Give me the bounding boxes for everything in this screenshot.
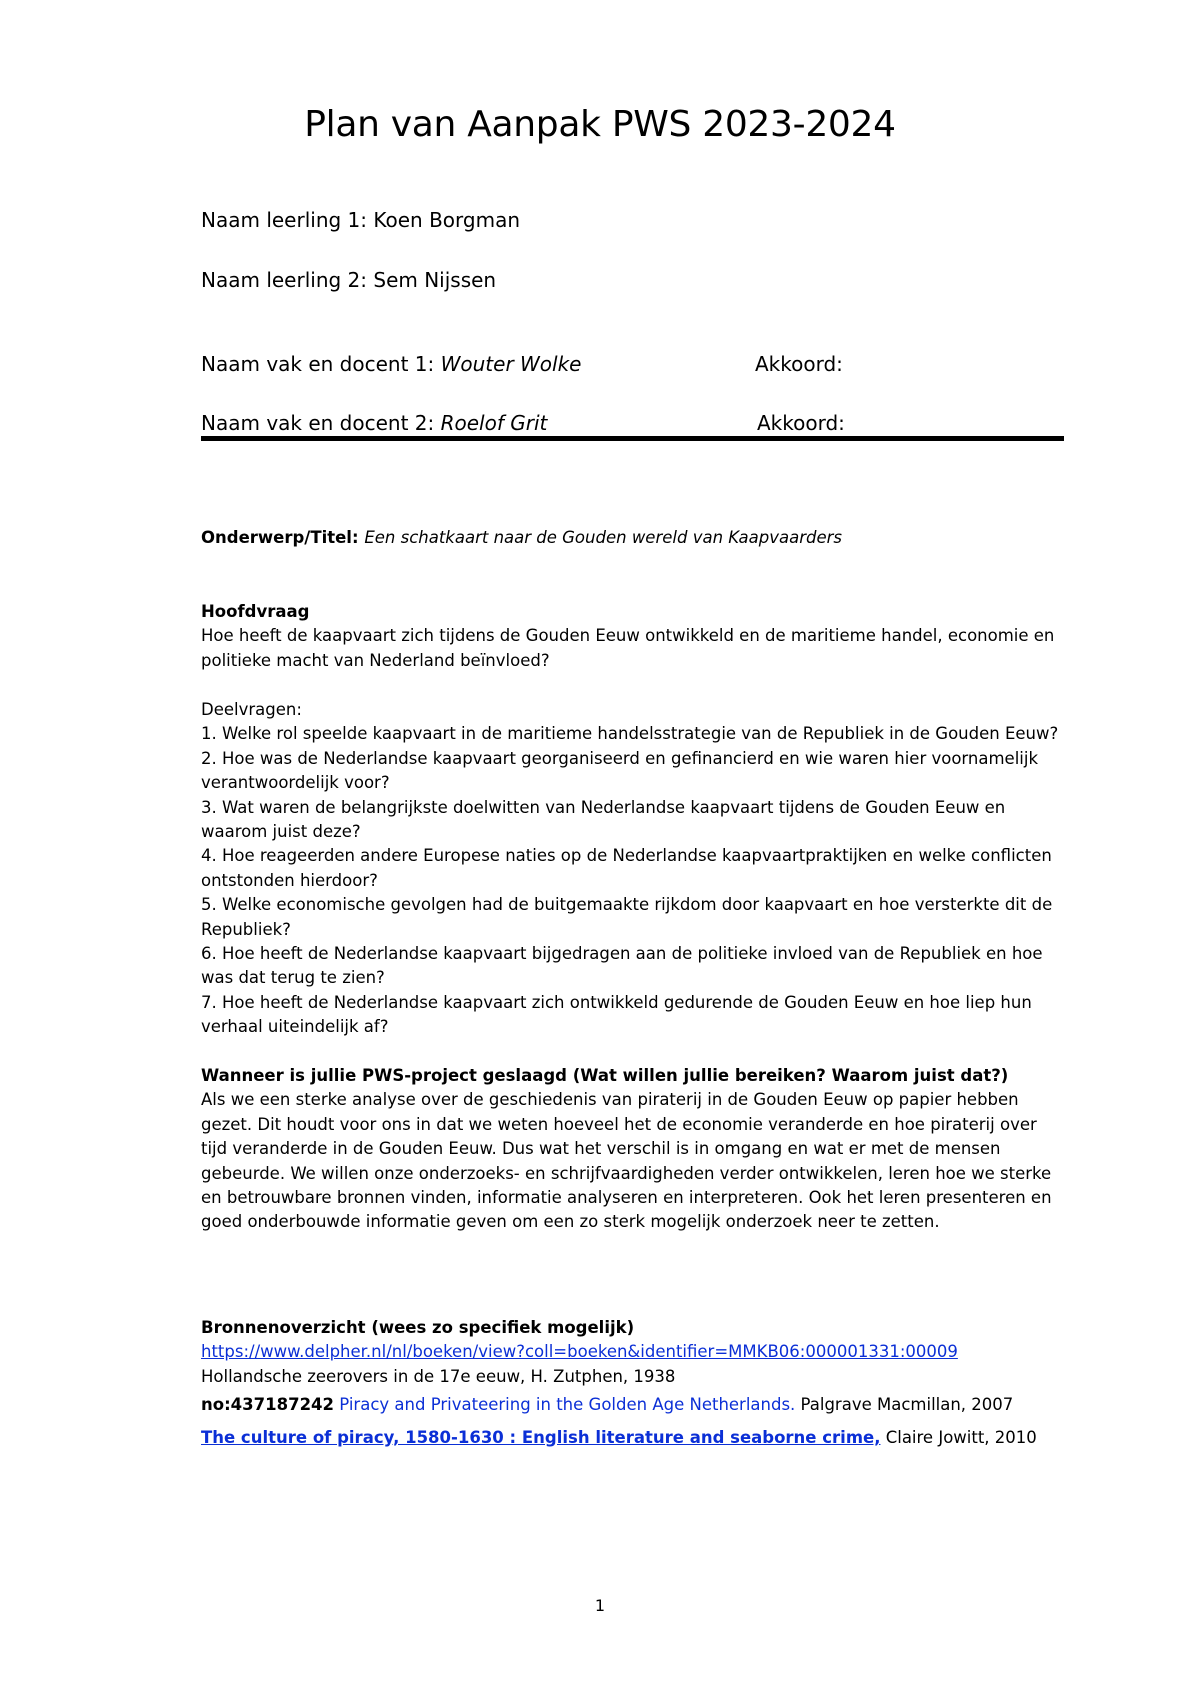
document-title: Plan van Aanpak PWS 2023-2024 [304, 104, 896, 145]
sub-question-line: verantwoordelijk voor? [201, 773, 390, 793]
main-question-section [201, 600, 1081, 673]
teacher-1-label: Naam vak en docent 1: [201, 352, 441, 376]
source-3-details: Claire Jowitt, 2010 [880, 1427, 1037, 1447]
success-section [201, 1064, 1081, 1235]
source-3-title-link[interactable]: The culture of piracy, 1580-1630 : English literature and seaborne crime, [201, 1427, 881, 1447]
source-2-id: no:437187242 [201, 1395, 335, 1415]
sources-section [201, 1316, 1081, 1450]
student-2-name: Sem Nijssen [373, 268, 497, 292]
source-1-description: Hollandsche zeerovers in de 17e eeuw, H. Zutphen, 1938 [201, 1366, 676, 1386]
teacher-1-name: Wouter Wolke [440, 352, 582, 376]
success-line: tijd veranderde in de Gouden Eeuw. Dus wat het verschil is in omgang en wat er met de mensen [201, 1139, 1001, 1159]
sub-question-line: 3. Wat waren de belangrijkste doelwitten van Nederlandse kaapvaart tijdens de Gouden Eeuw en [201, 797, 1006, 817]
sub-question-line: 6. Hoe heeft de Nederlandse kaapvaart bijgedragen aan de politieke invloed van de Republiek en hoe [201, 944, 1043, 964]
sub-question-line: 5. Welke economische gevolgen had de buitgemaakte rijkdom door kaapvaart en hoe versterkte dit de [201, 895, 1053, 915]
sub-question-line: verhaal uiteindelijk af? [201, 1017, 389, 1037]
subject-title: Een schatkaart naar de Gouden wereld van Kaapvaarders [364, 528, 842, 547]
sub-question-line: waarom juist deze? [201, 822, 361, 842]
success-heading: Wanneer is jullie PWS-project geslaagd (Wat willen jullie bereiken? Waarom juist dat?) [201, 1066, 1009, 1085]
source-1-link[interactable]: https://www.delpher.nl/nl/boeken/view?coll=boeken&identifier=MMKB06:000001331:00009 [201, 1342, 958, 1362]
main-question-line: politieke macht van Nederland beïnvloed? [201, 650, 550, 670]
sub-question-line: was dat terug te zien? [201, 968, 385, 988]
student-2-label: Naam leerling 2: [201, 268, 374, 292]
sub-question-line: 7. Hoe heeft de Nederlandse kaapvaart zich ontwikkeld gedurende de Gouden Eeuw en hoe liep hun [201, 992, 1032, 1012]
sub-questions-section [201, 698, 1081, 1040]
student-1-field [201, 208, 520, 232]
teacher-2-label: Naam vak en docent 2: [201, 411, 441, 435]
success-line: gezet. Dit houdt voor ons in dat we weten hoeveel het de economie veranderde en hoe piraterij over [201, 1114, 1037, 1134]
sub-question-line: ontstonden hierdoor? [201, 870, 378, 890]
sub-question-line: Republiek? [201, 919, 291, 939]
teacher-1-field [201, 352, 581, 376]
source-2-title-link[interactable]: Piracy and Privateering in the Golden Age Netherlands. [339, 1395, 796, 1415]
teacher-2-name: Roelof Grit [440, 411, 548, 435]
success-line: goed onderbouwde informatie geven om een zo sterk mogelijk onderzoek neer te zetten. [201, 1212, 940, 1232]
success-line: Als we een sterke analyse over de geschiedenis van piraterij in de Gouden Eeuw op papier hebben [201, 1090, 1019, 1110]
sources-heading: Bronnenoverzicht (wees zo specifiek mogelijk) [201, 1318, 635, 1337]
success-line: gebeurde. We willen onze onderzoeks- en schrijfvaardigheden verder ontwikkelen, leren hoe we sterke [201, 1163, 1052, 1183]
subject-label: Onderwerp/Titel: [201, 528, 365, 547]
teacher-1-approval: Akkoord: [755, 352, 843, 376]
teacher-2-approval: Akkoord: [757, 411, 845, 435]
main-question-heading: Hoofdvraag [201, 602, 310, 621]
student-1-name: Koen Borgman [373, 208, 521, 232]
sub-question-line: 1. Welke rol speelde kaapvaart in de maritieme handelsstrategie van de Republiek in de Gouden Eeuw? [201, 724, 1059, 744]
student-1-label: Naam leerling 1: [201, 208, 374, 232]
teacher-2-field [201, 411, 547, 435]
source-3-entry [201, 1426, 1081, 1450]
source-2-details: Palgrave Macmillan, 2007 [795, 1395, 1014, 1415]
student-2-field [201, 268, 496, 292]
source-2-entry [201, 1393, 1081, 1417]
header-divider [201, 436, 1064, 441]
sub-question-line: 4. Hoe reageerden andere Europese naties op de Nederlandse kaapvaartpraktijken en welke conflicten [201, 846, 1052, 866]
success-line: en betrouwbare bronnen vinden, informatie analyseren en interpreteren. Ook het leren presenteren en [201, 1188, 1052, 1208]
subject-line [201, 526, 1081, 550]
page-number: 1 [594, 1596, 606, 1615]
sub-questions-heading: Deelvragen: [201, 700, 302, 719]
main-question-line: Hoe heeft de kaapvaart zich tijdens de Gouden Eeuw ontwikkeld en de maritieme handel, economie en [201, 626, 1055, 646]
sub-question-line: 2. Hoe was de Nederlandse kaapvaart georganiseerd en gefinancierd en wie waren hier voornamelijk [201, 748, 1039, 768]
